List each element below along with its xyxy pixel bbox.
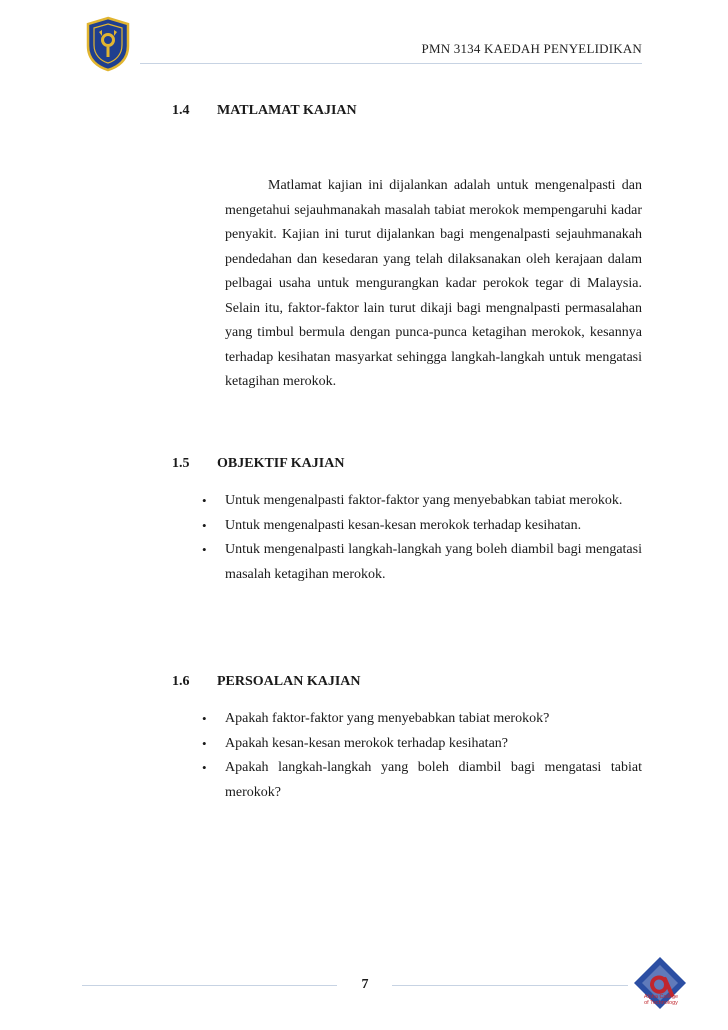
list-item xyxy=(199,538,642,587)
section-number: 1.4 xyxy=(172,103,190,118)
bullet-icon: • xyxy=(202,711,207,726)
list-item xyxy=(199,514,642,539)
section-number: 1.5 xyxy=(172,456,190,471)
list-item xyxy=(199,756,642,805)
list-item-text: Apakah langkah-langkah yang boleh diambil bagi mengatasi tabiat merokok? xyxy=(225,760,642,800)
bullet-icon: • xyxy=(202,493,207,508)
bullet-icon: • xyxy=(202,517,207,533)
list-item xyxy=(199,732,642,757)
course-title: PMN 3134 KAEDAH PENYELIDIKAN xyxy=(421,41,642,56)
header-divider xyxy=(140,63,642,64)
college-name-line1: Alpha College xyxy=(643,994,679,1000)
bullet-icon: • xyxy=(202,760,207,775)
section-title: OBJEKTIF KAJIAN xyxy=(217,456,345,471)
matlamat-paragraph: Matlamat kajian ini dijalankan adalah untuk mengenalpasti dan mengetahui sejauhmanakah masalah tabiat merokok mempengaruhi kadar penyakit. Kajian ini turut dijalankan bagi mengenalpasti sejauhmanakah pendedahan dan kesedaran yang telah dilaksanakan oleh kerajaan dalam pelbagai usaha untuk mengurangkan kadar perokok tegar di Malaysia. Selain itu, faktor-faktor lain turut dikaji bagi mengnalpasti permasalahan yang timbul bermula dengan punca-punca ketagihan merokok, kesannya terhadap kesihatan masyarkat sehingga langkah-langkah untuk mengatasi ketagihan merokok. xyxy=(225,178,642,389)
bullet-icon: • xyxy=(202,542,207,557)
section-title: PERSOALAN KAJIAN xyxy=(217,674,361,689)
list-item-text: Apakah faktor-faktor yang menyebabkan tabiat merokok? xyxy=(225,711,550,726)
college-logo-icon xyxy=(632,955,688,1019)
college-name xyxy=(630,994,692,1006)
university-crest-icon xyxy=(84,16,132,72)
section-title: MATLAMAT KAJIAN xyxy=(217,103,357,118)
college-name-line2: of Technology xyxy=(644,1000,678,1006)
bullet-icon: • xyxy=(202,735,207,751)
list-item-text: Apakah kesan-kesan merokok terhadap kesihatan? xyxy=(225,735,508,751)
persoalan-list xyxy=(199,707,642,805)
footer-divider-left xyxy=(82,985,337,986)
list-item xyxy=(199,489,642,514)
page-number: 7 xyxy=(361,977,369,992)
footer-divider-right xyxy=(392,985,628,986)
list-item-text: Untuk mengenalpasti kesan-kesan merokok terhadap kesihatan. xyxy=(225,517,582,533)
objektif-list xyxy=(199,489,642,587)
list-item xyxy=(199,707,642,732)
list-item-text: Untuk mengenalpasti langkah-langkah yang boleh diambil bagi mengatasi masalah ketagihan merokok. xyxy=(225,542,642,582)
list-item-text: Untuk mengenalpasti faktor-faktor yang menyebabkan tabiat merokok. xyxy=(225,493,623,508)
section-number: 1.6 xyxy=(172,674,190,689)
